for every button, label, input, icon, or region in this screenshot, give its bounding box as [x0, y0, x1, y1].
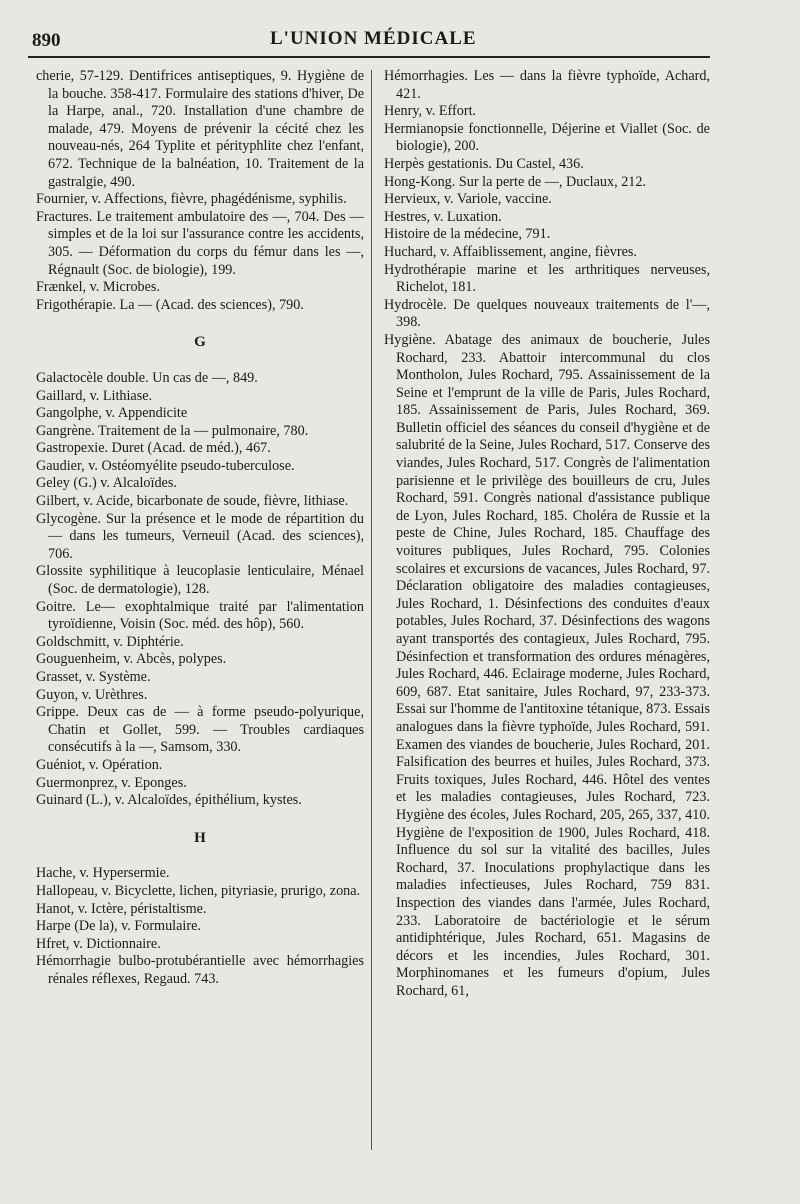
index-entry: Gouguenheim, v. Abcès, polypes. — [36, 651, 227, 668]
index-entry: Guinard (L.), v. Alcaloïdes, épithélium, kystes. — [36, 792, 302, 809]
index-entry: Gangolphe, v. Appendicite — [36, 405, 188, 422]
right-column — [384, 68, 710, 1000]
index-entry: Gaillard, v. Lithiase. — [36, 387, 153, 404]
index-entry: Hydrocèle. De quelques nouveaux traitements de l'—, 398. — [384, 296, 710, 331]
index-entry: Herpès gestationis. Du Castel, 436. — [384, 155, 584, 172]
section-letter-g: G — [194, 334, 206, 351]
column-divider — [371, 70, 372, 1150]
index-entry: Hémorrhagie bulbo-protubérantielle avec hémorrhagies rénales réflexes, Regaud. 743. — [36, 953, 364, 987]
index-entry: Gilbert, v. Acide, bicarbonate de soude, fièvre, lithiase. — [36, 493, 349, 510]
index-entry: Hermianopsie fonctionnelle, Déjerine et Viallet (Soc. de biologie), 200. — [384, 120, 710, 155]
index-entry: Hervieux, v. Variole, vaccine. — [384, 191, 552, 208]
index-entry: Gangrène. Traitement de la — pulmonaire, 780. — [36, 422, 309, 439]
index-entry: Guyon, v. Urèthres. — [36, 686, 148, 703]
index-entry: Fournier, v. Affections, fièvre, phagédénisme, syphilis. — [36, 191, 347, 208]
index-entry: Grippe. Deux cas de — à forme pseudo-polyurique, Chatin et Gollet, 599. — Troubles cardiaques consécutifs à la —, Samsom, 330. — [36, 704, 364, 756]
index-entry: Huchard, v. Affaiblissement, angine, fièvres. — [384, 243, 637, 260]
index-entry: Gaudier, v. Ostéomyélite pseudo-tuberculose. — [36, 457, 295, 474]
index-entry: Hygiène. Abatage des animaux de boucherie, Jules Rochard, 233. Abattoir intercommunal du clos Montholon, Jules Rochard, 795. Assainissement de la Seine et l'emprunt de la ville de Paris, Jules Rochard, 185. Assainissement de Paris, Jules Rochard, 369. Bulletin officiel des séances du conseil d'hygiène et de salubrité de la Seine, Jules Rochard, 517. Conserve des viandes, Jules Rochard, 517. Congrès de l'alimentation parisienne et le privilège des bouilleurs de cru, Jules Rochard, 591. Congrès national d'assistance publique de Lyon, Jules Rochard, 185. Choléra de Russie et la peste de Chine, Jules Rochard, 185. Chauffage des voitures publiques, Jules Rochard, 795. Colonies scolaires et excursions de vacances, Jules Rochard, 97. Déclaration obligatoire des maladies contagieuses, Jules Rochard, 1. Désinfections des conduites d'eaux potables, Jules Rochard, 37. Désinfections des wagons ayant transportés des contagieux, Jules Rochard, 795. Désinfection et transformation des ordures ménagères, Jules Rochard, 446. Eclairage moderne, Jules Rochard, 609, 687. Etat sanitaire, Jules Rochard, 97, 233-373. Essai sur l'homme de l'antitoxine tétanique, 873. Essais analogues dans la fièvre typhoïde, Jules Rochard, 591. Examen des viandes de boucherie, Jules Rochard, 201. Falsification des beurres et huiles, Jules Rochard, 373. Fruits toxiques, Jules Rochard, 446. Hôtel des ventes et les maladies contagieuses, Jules Rochard, 723. Hygiène des écoles, Jules Rochard, 205, 265, 337, 410. Hygiène de l'exposition de 1900, Jules Rochard, 418. Influence du sol sur la vitalité des bacilles, Jules Rochard, 37. Inoculations prophylactique dans les maladies infectieuses, Jules Rochard, 759 831. Inspection des viandes dans l'armée, Jules Rochard, 233. Laboratoire de bactériologie et le sérum antidiphtérique, Jules Rochard, 651. Magasins de décors et les incendies, Jules Rochard, 301. Morphinomanes et les fumeurs d'opium, Jules Rochard, 61, — [384, 331, 710, 999]
running-title: L'UNION MÉDICALE — [270, 28, 477, 49]
index-entry: Hfret, v. Dictionnaire. — [36, 935, 161, 952]
index-entry: Hong-Kong. Sur la perte de —, Duclaux, 212. — [384, 173, 647, 190]
page-header — [30, 26, 710, 56]
index-entry: Histoire de la médecine, 791. — [384, 226, 551, 243]
index-entry: Hache, v. Hypersermie. — [36, 865, 170, 882]
page-number: 890 — [32, 30, 61, 51]
index-entry: Hallopeau, v. Bicyclette, lichen, pityriasie, prurigo, zona. — [36, 882, 361, 899]
index-entry: Harpe (De la), v. Formulaire. — [36, 918, 201, 935]
index-entry: Goitre. Le— exophtalmique traité par l'alimentation tyroïdienne, Voisin (Soc. méd. des hôp), 560. — [36, 598, 364, 633]
index-entry: Guermonprez, v. Eponges. — [36, 774, 187, 791]
index-entry: Frænkel, v. Microbes. — [36, 279, 160, 296]
index-entry: Glossite syphilitique à leucoplasie lenticulaire, Ménael (Soc. de dermatologie), 128. — [36, 563, 364, 598]
index-entry: Grasset, v. Système. — [36, 669, 151, 685]
index-entry: Goldschmitt, v. Diphtérie. — [36, 633, 184, 650]
index-entry: Hanot, v. Ictère, péristaltisme. — [36, 900, 207, 917]
index-entry: Hestres, v. Luxation. — [384, 208, 502, 225]
index-entry: Glycogène. Sur la présence et le mode de répartition du — dans les tumeurs, Verneuil (Acad. des sciences), 706. — [36, 510, 364, 562]
index-entry: Hémorrhagies. Les — dans la fièvre typhoïde, Achard, 421. — [384, 68, 710, 102]
left-column — [36, 68, 364, 989]
header-rule — [28, 56, 710, 58]
index-entry: Henry, v. Effort. — [384, 103, 477, 120]
index-entry: Geley (G.) v. Alcaloïdes. — [36, 475, 177, 492]
index-entry: cherie, 57-129. Dentifrices antiseptiques, 9. Hygiène de la bouche. 358-417. Formulaire des stations d'hiver, De la Harpe, anal., 720. Installation d'une chambre de malade, 479. Moyens de prévenir la cécité chez les nouveau-nés, 264 Typlite et pérityphlite chez l'enfant, 672. Technique de la balnéation, 10. Traitement de la gastralgie, 490. — [36, 68, 364, 190]
index-entry: Hydrothérapie marine et les arthritiques nerveuses, Richelot, 181. — [384, 261, 710, 296]
index-entry: Guéniot, v. Opération. — [36, 756, 163, 773]
index-entry: Galactocèle double. Un cas de —, 849. — [36, 369, 258, 386]
index-entry: Frigothérapie. La — (Acad. des sciences), 790. — [36, 296, 304, 313]
index-entry: Fractures. Le traitement ambulatoire des —, 704. Des — simples et de la loi sur l'assurance contre les accidents, 305. — Déformation du corps du fémur dans les —, Régnault (Soc. de biologie), 199. — [36, 208, 364, 278]
section-letter-h: H — [194, 829, 206, 846]
index-entry: Gastropexie. Duret (Acad. de méd.), 467. — [36, 440, 271, 457]
